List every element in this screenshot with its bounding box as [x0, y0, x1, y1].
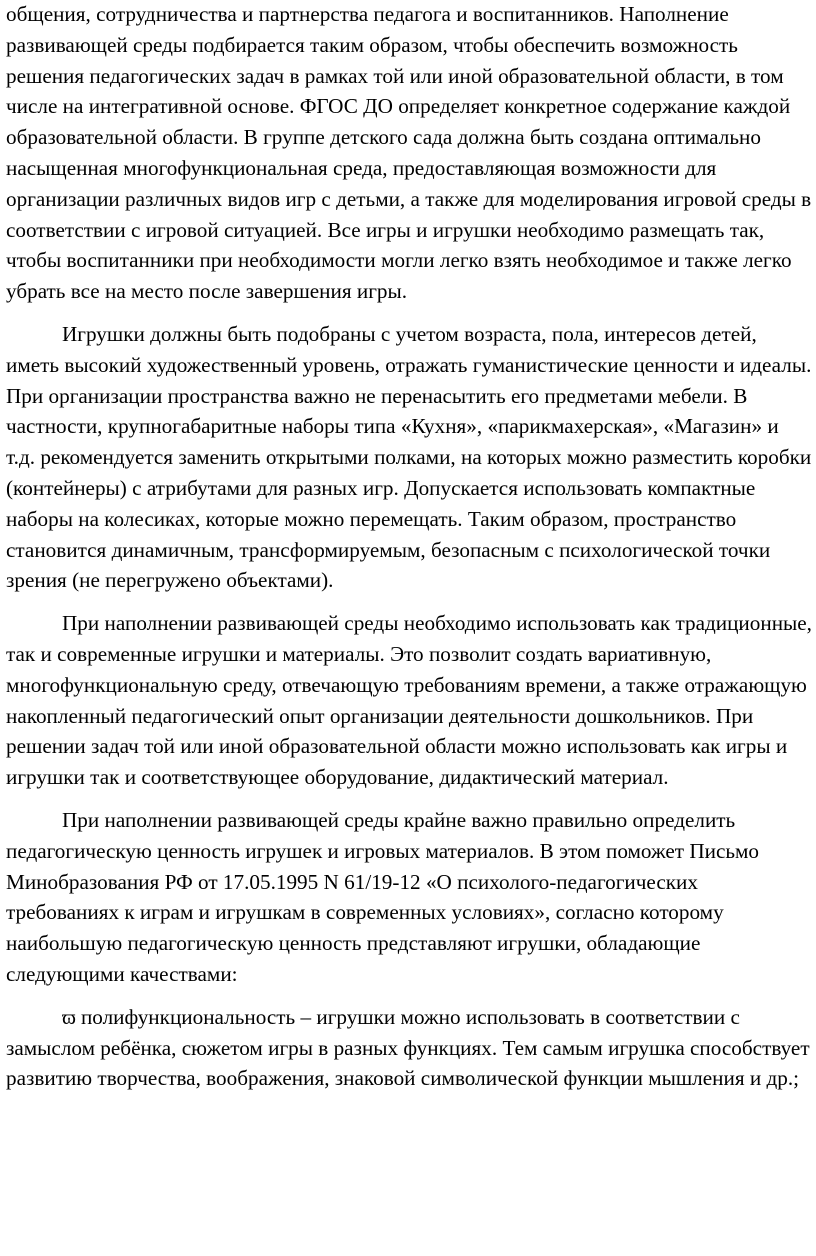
paragraph-2: Игрушки должны быть подобраны с учетом возраста, пола, интересов детей, иметь высокий художественный уровень, отражать гуманистические ценности и идеалы. При организации пространства важно не перенасытить его предметами мебели. В частности, крупногабаритные наборы типа «Кухня», «парикмахерская», «Магазин» и т.д. рекомендуется заменить открытыми полками, на которых можно разместить коробки (контейнеры) с атрибутами для разных игр. Допускается использовать компактные наборы на колесиках, которые можно перемещать. Таким образом, пространство становится динамичным, трансформируемым, безопасным с психологической точки зрения (не перегружено объектами). — [6, 321, 812, 593]
bullet-item-text: полифункциональность – игрушки можно использовать в соответствии с замыслом ребёнка, сюжетом игры в разных функциях. Тем самым игрушка способствует развитию творчества, воображения, знаковой символической функции мышления и др.; — [6, 1004, 810, 1091]
paragraph-3: При наполнении развивающей среды необходимо использовать как традиционные, так и современные игрушки и материалы. Это позволит создать вариативную, многофункциональную среду, отвечающую требованиям времени, а также отражающую накопленный педагогический опыт организации деятельности дошкольников. При решении задач той или иной образовательной области можно использовать как игры и игрушки так и соответствующее оборудование, дидактический материал. — [6, 611, 812, 790]
paragraph-1: общения, сотрудничества и партнерства педагога и воспитанников. Наполнение развивающей среды подбирается таким образом, чтобы обеспечить возможность решения педагогических задач в рамках той или иной образовательной области, в том числе на интегративной основе. ФГОС ДО определяет конкретное содержание каждой образовательной области. В группе детского сада должна быть создана оптимально насыщенная многофункциональная среда, предоставляющая возможности для организации различных видов игр с детьми, а также для моделирования игровой среды в соответствии с игровой ситуацией. Все игры и игрушки необходимо размещать так, чтобы воспитанники при необходимости могли легко взять необходимое и также легко убрать все на место после завершения игры. — [6, 2, 812, 304]
paragraph-4: При наполнении развивающей среды крайне важно правильно определить педагогическую ценность игрушек и игровых материалов. В этом поможет Письмо Минобразования РФ от 17.05.1995 N 61/19-12 «О психолого-педагогических требованиях к играм и игрушкам в современных условиях», согласно которому наибольшую педагогическую ценность представляют игрушки, обладающие следующими качествами: — [6, 807, 760, 986]
bullet-item — [6, 1002, 812, 1094]
bullet-marker-icon: ϖ — [62, 1004, 76, 1029]
